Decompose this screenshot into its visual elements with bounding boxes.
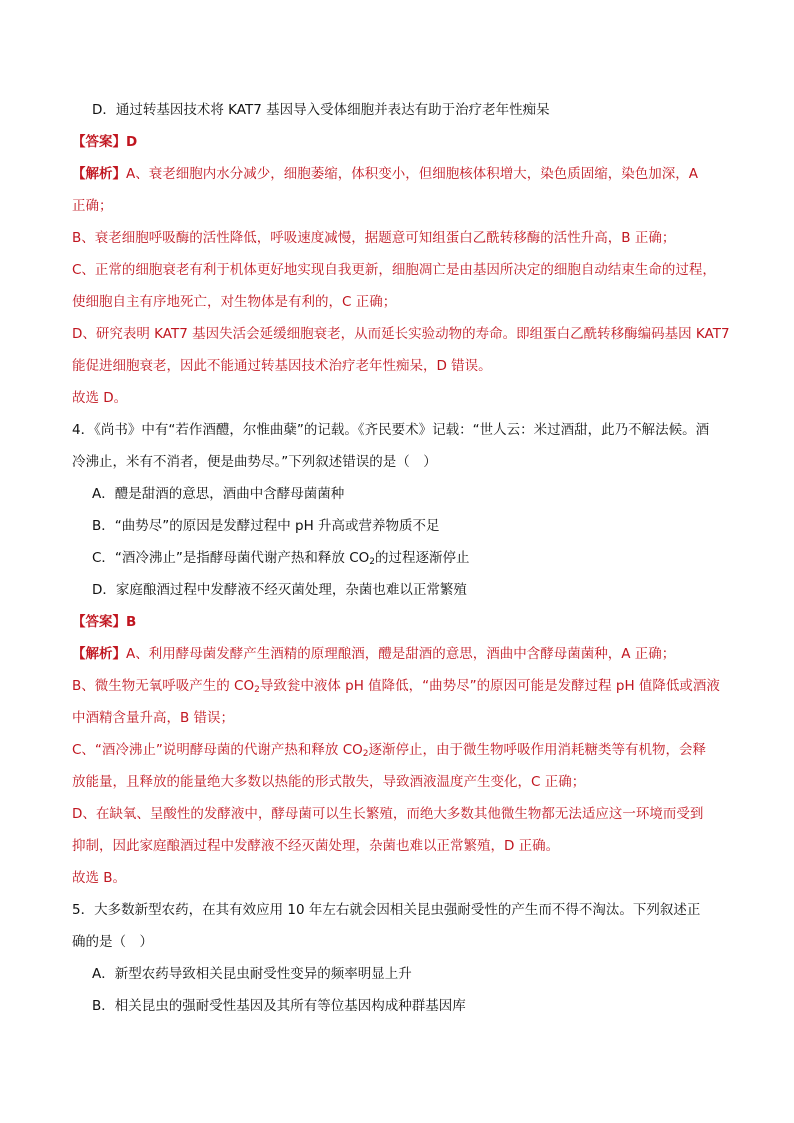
analysis-text: A、衰老细胞内水分减少，细胞萎缩，体积变小，但细胞核体积增大，染色质固缩，染色加深，A [126,166,698,182]
q4-option-a: A．醴是甜酒的意思，酒曲中含酵母菌菌种 [92,486,345,502]
q4-option-d: D．家庭酿酒过程中发酵液不经灭菌处理，杂菌也难以正常繁殖 [92,582,467,598]
q3-analysis-line-4: C、正常的细胞衰老有利于机体更好地实现自我更新，细胞凋亡是由基因所决定的细胞自动结束生命的过程， [72,262,716,278]
q4-option-b: B．“曲势尽”的原因是发酵过程中 pH 升高或营养物质不足 [92,518,440,534]
analysis-tag: 【解析】 [72,166,126,182]
analysis-b-text-tail: 导致瓮中液体 pH 值降低，“曲势尽”的原因可能是发酵过程 pH 值降低或酒液 [259,678,720,694]
q3-option-d: D．通过转基因技术将 KAT7 基因导入受体细胞并表达有助于治疗老年性痴呆 [92,102,550,118]
analysis-c-text-tail: 逐渐停止，由于微生物呼吸作用消耗糖类等有机物，会释 [368,742,706,758]
q5-option-a: A．新型农药导致相关昆虫耐受性变异的频率明显上升 [92,966,412,982]
analysis-b-text: B、微生物无氧呼吸产生的 CO [72,678,255,694]
subscript: 2 [369,557,375,567]
analysis-text: A、利用酵母菌发酵产生酒精的原理酿酒，醴是甜酒的意思，酒曲中含酵母菌菌种，A 正确； [126,646,676,662]
q4-answer [72,612,732,632]
subscript: 2 [362,749,369,759]
q5-stem-line-1: 5．大多数新型农药，在其有效应用 10 年左右就会因相关昆虫强耐受性的产生而不得不淘汰。下列叙述正 [72,902,701,918]
q3-analysis-line-2: 正确； [72,198,113,214]
q5-option-b: B．相关昆虫的强耐受性基因及其所有等位基因构成种群基因库 [92,998,466,1014]
q4-analysis-line-1 [72,644,732,664]
q4-stem-line-2: 冷沸止，米有不消者，便是曲势尽。”下列叙述错误的是（ ） [72,454,437,470]
analysis-c-text: C、“酒冷沸止”说明酵母菌的代谢产热和释放 CO [72,742,363,758]
q3-analysis-line-5: 使细胞自主有序地死亡，对生物体是有利的，C 正确； [72,294,397,310]
subscript: 2 [254,685,260,695]
answer-value: D [126,134,138,150]
q3-conclusion: 故选 D。 [72,390,128,406]
q3-answer [72,132,732,152]
q4-analysis-line-6: D、在缺氧、呈酸性的发酵液中，酵母菌可以生长繁殖，而绝大多数其他微生物都无法适应这一环境而受到 [72,806,704,822]
q4-conclusion: 故选 B。 [72,870,127,886]
q3-analysis-line-7: 能促进细胞衰老，因此不能通过转基因技术治疗老年性痴呆，D 错误。 [72,358,492,374]
q4-analysis-line-7: 抑制，因此家庭酿酒过程中发酵液不经灭菌处理，杂菌也难以正常繁殖，D 正确。 [72,838,560,854]
q5-stem-line-2: 确的是（ ） [72,934,153,950]
q4-analysis-line-3: 中酒精含量升高，B 错误； [72,710,235,726]
q4-analysis-line-5: 放能量，且释放的能量绝大多数以热能的形式散失，导致酒液温度产生变化，C 正确； [72,774,586,790]
q4-analysis-line-4 [72,740,732,760]
option-c-text: C．“酒冷沸止”是指酵母菌代谢产热和释放 CO [92,550,370,566]
q4-analysis-line-2 [72,676,732,696]
q3-analysis-line-6: D、研究表明 KAT7 基因失活会延缓细胞衰老，从而延长实验动物的寿命。即组蛋白乙酰转移酶编码基因 KAT7 [72,326,730,342]
answer-tag: 【答案】 [72,614,126,630]
option-c-text-tail: 的过程逐渐停止 [375,550,470,566]
answer-tag: 【答案】 [72,134,126,150]
q4-stem-line-1: 4．《尚书》中有“若作酒醴，尔惟曲蘖”的记载。《齐民要术》记载：“世人云：米过酒甜，此乃不解法候。酒 [72,422,710,438]
q3-analysis-line-1 [72,164,732,184]
q3-analysis-line-3: B、衰老细胞呼吸酶的活性降低，呼吸速度减慢，据题意可知组蛋白乙酰转移酶的活性升高，B 正确； [72,230,676,246]
q4-option-c [92,548,752,568]
answer-value: B [126,614,137,630]
analysis-tag: 【解析】 [72,646,126,662]
